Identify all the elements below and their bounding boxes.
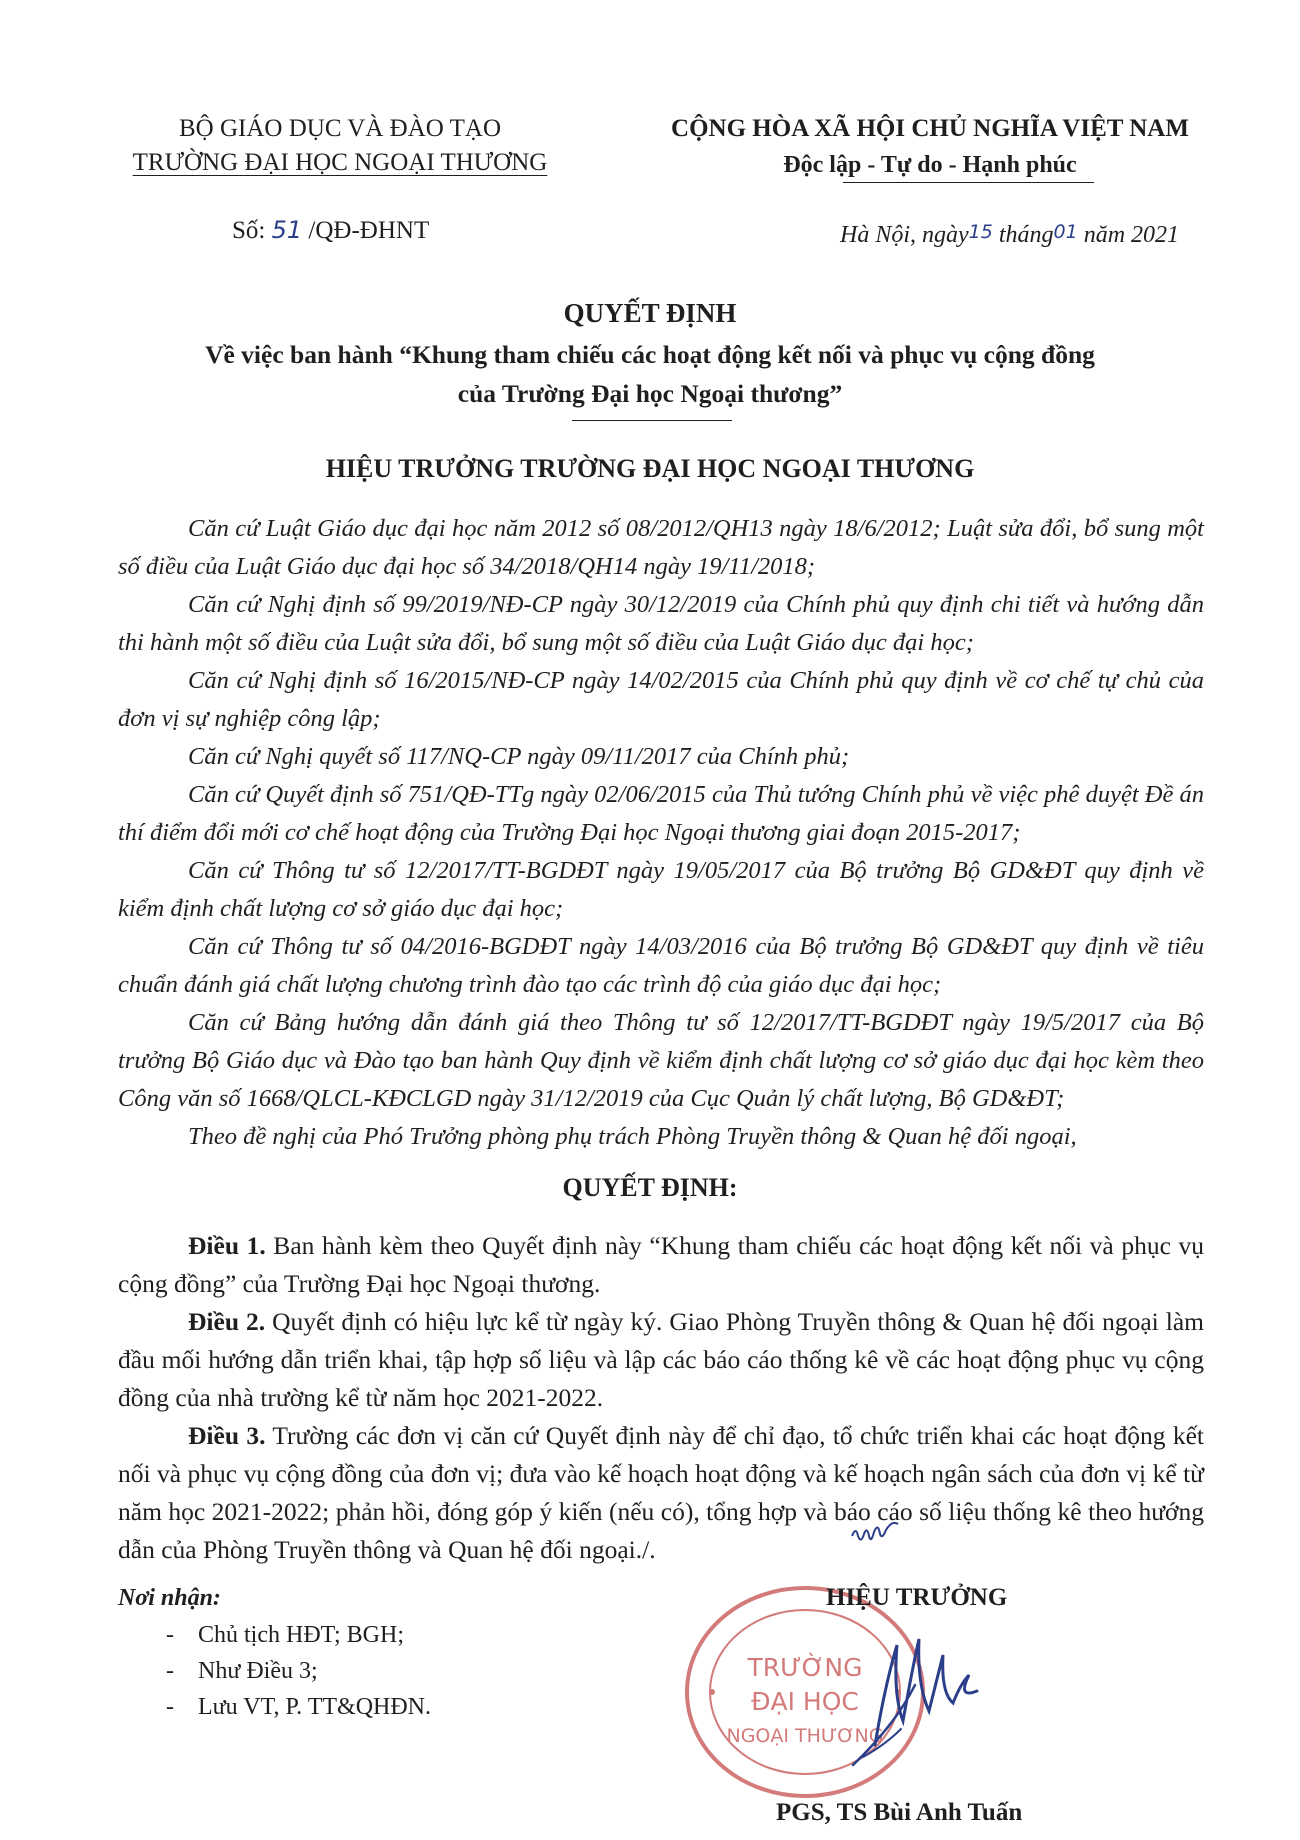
legal-basis-9: Theo đề nghị của Phó Trưởng phòng phụ trách Phòng Truyền thông & Quan hệ đối ngoại, (188, 1123, 1077, 1150)
recipients-heading: Nơi nhận: (118, 1585, 221, 1611)
document-number-suffix: /QĐ-ĐHNT (308, 217, 430, 244)
article-3-text: Trường các đơn vị căn cứ Quyết định này để chỉ đạo, tổ chức triển khai các hoạt động kết nối và phục vụ cộng đồng của đơn vị; đưa vào kế hoạch hoạt động và kế hoạch ngân sách của đơn vị kể từ năm học 2021-2022; phản hồi, đóng góp ý kiến (nếu có), tổng hợp và báo cáo số liệu thống kê theo hướng dẫn của Phòng Truyền thông và Quan hệ đối ngoại./. (118, 1421, 1204, 1564)
date-year: năm 2021 (1083, 222, 1180, 248)
signer-position: HIỆU TRƯỞNG (826, 1584, 1008, 1611)
article-1-text: Ban hành kèm theo Quyết định này “Khung tham chiếu các hoạt động kết nối và phục vụ cộng đồng” của Trường Đại học Ngoại thương. (118, 1231, 1204, 1298)
recipient-item: - Như Điều 3; (166, 1658, 318, 1684)
legal-basis-2: Căn cứ Nghị định số 99/2019/NĐ-CP ngày 30/12/2019 của Chính phủ quy định chi tiết và hướng dẫn thi hành một số điều của Luật sửa đổi, bổ sung một số điều của Luật Giáo dục đại học; (118, 591, 1204, 656)
article-3-label: Điều 3. (188, 1421, 266, 1450)
article-1-label: Điều 1. (188, 1231, 266, 1260)
seal-text-1: TRƯỜNG (747, 1653, 863, 1682)
seal-text-3: NGOẠI THƯƠNG (726, 1725, 884, 1747)
initials-mark (848, 1518, 908, 1546)
recipient-item-3: Lưu VT, P. TT&QHĐN. (198, 1694, 432, 1720)
signer-name: PGS, TS Bùi Anh Tuấn (776, 1799, 1023, 1826)
recipient-item: - Lưu VT, P. TT&QHĐN. (166, 1694, 432, 1720)
date-day: 15 (968, 221, 993, 243)
country-name: CỘNG HÒA XÃ HỘI CHỦ NGHĨA VIỆT NAM (671, 115, 1189, 142)
handwritten-signature (845, 1625, 985, 1775)
document-title: QUYẾT ĐỊNH (563, 298, 737, 328)
national-motto: Độc lập - Tự do - Hạnh phúc (783, 152, 1077, 178)
article-1 (118, 1227, 1204, 1303)
article-2 (118, 1303, 1204, 1417)
legal-basis-5: Căn cứ Quyết định số 751/QĐ-TTg ngày 02/06/2015 của Thủ tướng Chính phủ về việc phê duyệt Đề án thí điểm đổi mới cơ chế hoạt động của Trường Đại học Ngoại thương giai đoạn 2015-2017; (118, 781, 1204, 846)
article-3 (118, 1417, 1204, 1569)
date-month-label: tháng (998, 222, 1054, 248)
document-subject-line2: của Trường Đại học Ngoại thương” (457, 379, 843, 408)
university-name: TRƯỜNG ĐẠI HỌC NGOẠI THƯƠNG (132, 149, 548, 176)
legal-basis-3: Căn cứ Nghị định số 16/2015/NĐ-CP ngày 14/02/2015 của Chính phủ quy định về cơ chế tự chủ của đơn vị sự nghiệp công lập; (118, 667, 1204, 732)
date-month: 01 (1053, 221, 1078, 243)
legal-basis-6: Căn cứ Thông tư số 12/2017/TT-BGDĐT ngày 19/05/2017 của Bộ trưởng Bộ GD&ĐT quy định về kiểm định chất lượng cơ sở giáo dục đại học; (118, 857, 1204, 922)
document-number-prefix: Số: (232, 217, 266, 244)
ministry-name: BỘ GIÁO DỤC VÀ ĐÀO TẠO (179, 115, 501, 142)
recipient-item-2: Như Điều 3; (198, 1658, 318, 1684)
document-date (840, 215, 1240, 252)
document-subject-line1: Về việc ban hành “Khung tham chiếu các hoạt động kết nối và phục vụ cộng đồng (205, 340, 1095, 369)
document-number (232, 213, 492, 248)
document-number-value: 51 (271, 216, 303, 244)
decision-heading: QUYẾT ĐỊNH: (562, 1173, 738, 1202)
date-prefix: Hà Nội, ngày (840, 222, 969, 248)
legal-basis-4: Căn cứ Nghị quyết số 117/NQ-CP ngày 09/11/2017 của Chính phủ; (188, 743, 850, 770)
issuing-authority: HIỆU TRƯỞNG TRƯỜNG ĐẠI HỌC NGOẠI THƯƠNG (325, 454, 975, 483)
motto-underline (843, 182, 1094, 183)
legal-basis-1: Căn cứ Luật Giáo dục đại học năm 2012 số 08/2012/QH13 ngày 18/6/2012; Luật sửa đổi, bổ sung một số điều của Luật Giáo dục đại học số 34/2018/QH14 ngày 19/11/2018; (118, 515, 1204, 580)
legal-basis-8: Căn cứ Bảng hướng dẫn đánh giá theo Thông tư số 12/2017/TT-BGDĐT ngày 19/5/2017 của Bộ trưởng Bộ Giáo dục và Đào tạo ban hành Quy định về kiểm định chất lượng cơ sở giáo dục đại học kèm theo Công văn số 1668/QLCL-KĐCLGD ngày 31/12/2019 của Cục Quản lý chất lượng, Bộ GD&ĐT; (118, 1009, 1204, 1112)
title-underline (572, 420, 732, 421)
recipient-item: - Chủ tịch HĐT; BGH; (166, 1622, 405, 1648)
article-2-label: Điều 2. (188, 1307, 266, 1336)
legal-basis-7: Căn cứ Thông tư số 04/2016-BGDĐT ngày 14/03/2016 của Bộ trưởng Bộ GD&ĐT quy định về tiêu chuẩn đánh giá chất lượng chương trình đào tạo các trình độ của giáo dục đại học; (118, 933, 1204, 998)
article-2-text: Quyết định có hiệu lực kể từ ngày ký. Giao Phòng Truyền thông & Quan hệ đối ngoại làm đầu mối hướng dẫn triển khai, tập hợp số liệu và lập các báo cáo thống kê về các hoạt động phục vụ cộng đồng của nhà trường kể từ năm học 2021-2022. (118, 1307, 1204, 1412)
seal-text-2: ĐẠI HỌC (751, 1687, 859, 1716)
recipient-item-1: Chủ tịch HĐT; BGH; (198, 1622, 405, 1648)
